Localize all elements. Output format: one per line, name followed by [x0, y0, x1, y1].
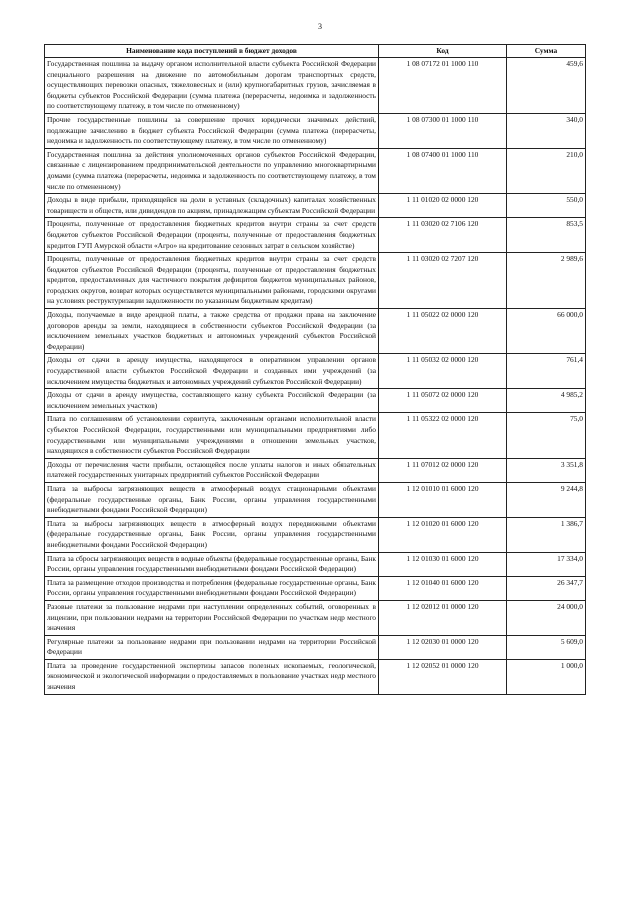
table-row — [45, 517, 586, 552]
table-row — [45, 659, 586, 694]
table-row — [45, 458, 586, 482]
row-code-cell: 1 12 01040 01 6000 120 — [379, 576, 507, 600]
table-header-row — [45, 45, 586, 58]
row-code-cell: 1 11 03020 02 7106 120 — [379, 218, 507, 253]
table-row — [45, 552, 586, 576]
table-row — [45, 58, 586, 114]
row-code-cell: 1 08 07172 01 1000 110 — [379, 58, 507, 114]
row-sum-cell: 17 334,0 — [507, 552, 586, 576]
table-row — [45, 635, 586, 659]
row-sum-cell: 550,0 — [507, 194, 586, 218]
row-sum-cell: 761,4 — [507, 354, 586, 389]
row-sum-cell: 1 000,0 — [507, 659, 586, 694]
row-name-cell: Плата за выбросы загрязняющих веществ в атмосферный воздух стационарными объектами (федеральные государственные органы, Банк России, органы управления государственными внебюджетными фондами Российской Федерации) — [45, 482, 379, 517]
row-name-cell: Доходы в виде прибыли, приходящейся на доли в уставных (складочных) капиталах хозяйственных товариществ и обществ, или дивидендов по акциям, принадлежащим субъектам Российской Федерации — [45, 194, 379, 218]
table-row — [45, 600, 586, 635]
row-name-cell: Прочие государственные пошлины за совершение прочих юридически значимых действий, подлежащие зачислению в бюджет субъекта Российской Федерации (сумма платежа (перерасчеты, недоимка и задолженность по соответствующему платежу, в том числе по отмененному) — [45, 113, 379, 148]
table-row — [45, 253, 586, 309]
row-sum-cell: 4 985,2 — [507, 389, 586, 413]
row-name-cell: Плата по соглашениям об установлении сервитута, заключенным органами исполнительной власти субъектов Российской Федерации, государственными или муниципальными предприятиями либо государственными или муниципальными учреждениями в отношении земельных участков, находящихся в собственности субъектов Российской Федерации — [45, 413, 379, 458]
table-row — [45, 576, 586, 600]
table-row — [45, 482, 586, 517]
row-sum-cell: 210,0 — [507, 148, 586, 193]
table-body — [45, 58, 586, 695]
row-code-cell: 1 08 07400 01 1000 110 — [379, 148, 507, 193]
row-code-cell: 1 11 01020 02 0000 120 — [379, 194, 507, 218]
row-name-cell: Доходы от перечисления части прибыли, остающейся после уплаты налогов и иных обязательных платежей государственных унитарных предприятий субъектов Российской Федерации — [45, 458, 379, 482]
row-code-cell: 1 11 05032 02 0000 120 — [379, 354, 507, 389]
table-row — [45, 194, 586, 218]
row-name-cell: Плата за размещение отходов производства и потребления (федеральные государственные органы, Банк России, органы управления государственными внебюджетными фондами Российской Федерации) — [45, 576, 379, 600]
row-name-cell: Доходы от сдачи в аренду имущества, находящегося в оперативном управлении органов государственной власти субъектов Российской Федерации и созданных ими учреждений (за исключением имущества бюджетных и автономных учреждений субъектов Российской Федерации) — [45, 354, 379, 389]
row-code-cell: 1 11 05322 02 0000 120 — [379, 413, 507, 458]
table-row — [45, 309, 586, 354]
row-code-cell: 1 12 01010 01 6000 120 — [379, 482, 507, 517]
row-code-cell: 1 11 05022 02 0000 120 — [379, 309, 507, 354]
row-name-cell: Регулярные платежи за пользование недрами при пользовании недрами на территории Российской Федерации — [45, 635, 379, 659]
row-name-cell: Доходы, получаемые в виде арендной платы, а также средства от продажи права на заключение договоров аренды за земли, находящиеся в собственности субъектов Российской Федерации (за исключением земельных участков бюджетных и автономных учреждений субъектов Российской Федерации) — [45, 309, 379, 354]
row-sum-cell: 24 000,0 — [507, 600, 586, 635]
row-code-cell: 1 12 01020 01 6000 120 — [379, 517, 507, 552]
table-row — [45, 389, 586, 413]
row-sum-cell: 853,5 — [507, 218, 586, 253]
row-sum-cell: 26 347,7 — [507, 576, 586, 600]
row-code-cell: 1 08 07300 01 1000 110 — [379, 113, 507, 148]
row-code-cell: 1 11 05072 02 0000 120 — [379, 389, 507, 413]
row-sum-cell: 3 351,8 — [507, 458, 586, 482]
row-sum-cell: 1 386,7 — [507, 517, 586, 552]
row-code-cell: 1 12 01030 01 6000 120 — [379, 552, 507, 576]
header-code: Код — [379, 45, 507, 58]
table-row — [45, 113, 586, 148]
row-sum-cell: 75,0 — [507, 413, 586, 458]
row-sum-cell: 9 244,8 — [507, 482, 586, 517]
row-name-cell: Разовые платежи за пользование недрами при наступлении определенных событий, оговоренных в лицензии, при пользовании недрами на территории Российской Федерации по участкам недр местного значения — [45, 600, 379, 635]
table-row — [45, 218, 586, 253]
row-sum-cell: 459,6 — [507, 58, 586, 114]
row-name-cell: Проценты, полученные от предоставления бюджетных кредитов внутри страны за счет средств бюджетов субъектов Российской Федерации (проценты, полученные от предоставления бюджетных кредитов ГУП Амурской области «Агро» на кредитование сезонных затрат в сельском хозяйстве) — [45, 218, 379, 253]
page-number: 3 — [318, 22, 322, 31]
row-name-cell: Плата за проведение государственной экспертизы запасов полезных ископаемых, геологической, экономической и экологической информации о предоставляемых в пользование участках недр местного значения — [45, 659, 379, 694]
table-row — [45, 354, 586, 389]
table-row — [45, 148, 586, 193]
row-code-cell: 1 11 07012 02 0000 120 — [379, 458, 507, 482]
header-name: Наименование кода поступлений в бюджет доходов — [45, 45, 379, 58]
row-code-cell: 1 11 03020 02 7207 120 — [379, 253, 507, 309]
row-sum-cell: 5 609,0 — [507, 635, 586, 659]
row-sum-cell: 340,0 — [507, 113, 586, 148]
row-name-cell: Государственная пошлина за действия уполномоченных органов субъектов Российской Федерации, связанные с лицензированием предпринимательской деятельности по управлению многоквартирными домами (сумма платежа (перерасчеты, недоимка и задолженность по соответствующему платежу, в том числе по отмененному) — [45, 148, 379, 193]
row-name-cell: Плата за сбросы загрязняющих веществ в водные объекты (федеральные государственные органы, Банк России, органы управления государственными внебюджетными фондами Российской Федерации) — [45, 552, 379, 576]
header-sum: Сумма — [507, 45, 586, 58]
row-code-cell: 1 12 02030 01 0000 120 — [379, 635, 507, 659]
row-name-cell: Доходы от сдачи в аренду имущества, составляющего казну субъекта Российской Федерации (за исключением земельных участков) — [45, 389, 379, 413]
table-row — [45, 413, 586, 458]
row-sum-cell: 2 989,6 — [507, 253, 586, 309]
row-code-cell: 1 12 02012 01 0000 120 — [379, 600, 507, 635]
row-sum-cell: 66 000,0 — [507, 309, 586, 354]
row-name-cell: Плата за выбросы загрязняющих веществ в атмосферный воздух передвижными объектами (федеральные государственные органы, Банк России, органы управления государственными внебюджетными фондами Российской Федерации) — [45, 517, 379, 552]
budget-revenue-table — [44, 44, 586, 695]
row-name-cell: Государственная пошлина за выдачу органом исполнительной власти субъекта Российской Федерации специального разрешения на движение по автомобильным дорогам транспортных средств, осуществляющих перевозки опасных, тяжеловесных и (или) крупногабаритных грузов, зачисляемая в бюджеты субъектов Российской Федерации (сумма платежа (перерасчеты, недоимка и задолженность по соответствующему платежу, в том числе по отмененному) — [45, 58, 379, 114]
row-name-cell: Проценты, полученные от предоставления бюджетных кредитов внутри страны за счет средств бюджетов субъектов Российской Федерации (проценты, полученные от предоставления бюджетных кредитов, предоставленных для частичного покрытия дефицитов бюджетов муниципальных районов, городских округов, возврат которых осуществляется муниципальными районами, городскими округами на условиях реструктуризации задолженности по указанным бюджетным кредитам) — [45, 253, 379, 309]
row-code-cell: 1 12 02052 01 0000 120 — [379, 659, 507, 694]
